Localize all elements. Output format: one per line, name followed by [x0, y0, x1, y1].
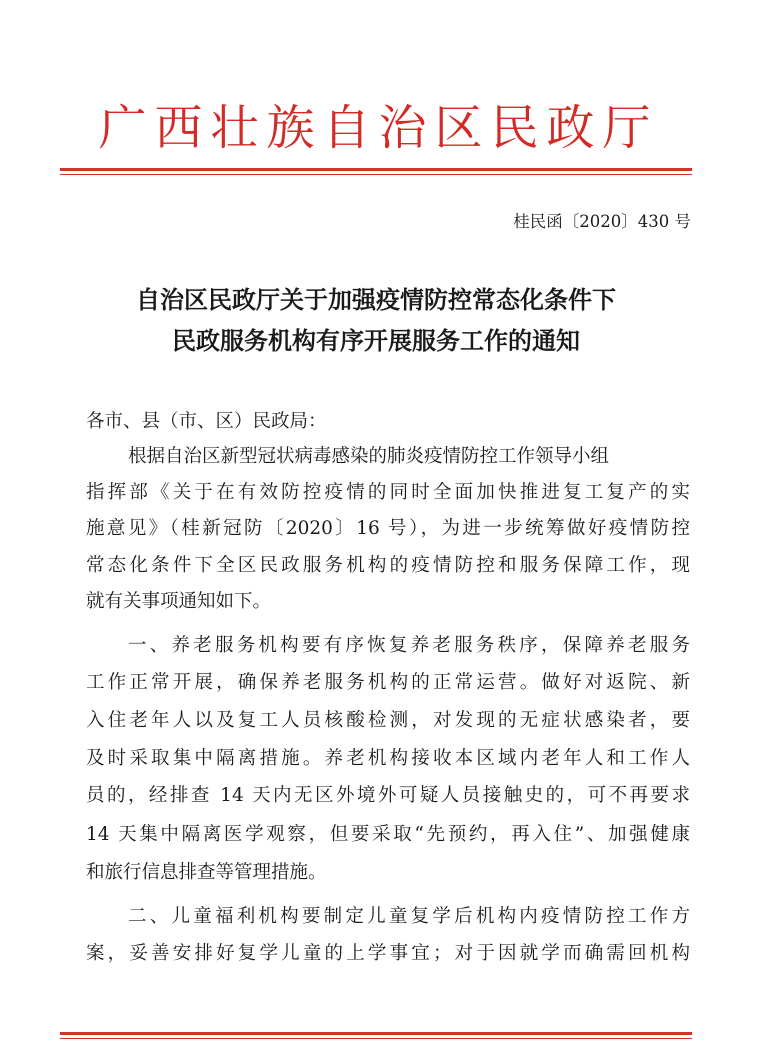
header-rule-thick — [60, 168, 692, 171]
paragraph-line: 指挥部《关于在有效防控疫情的同时全面加快推进复工复产的实 — [86, 482, 690, 503]
organization-title: 广西壮族自治区民政厅 — [98, 100, 659, 156]
paragraph-line: 二、儿童福利机构要制定儿童复学后机构内疫情防控工作方 — [128, 906, 690, 927]
paragraph-line: 员的，经排查 14 天内无区外境外可疑人员接触史的，可不再要求 — [86, 785, 690, 806]
paragraph-line: 及时采取集中隔离措施。养老机构接收本区域内老年人和工作人 — [86, 748, 690, 769]
header-rule-thin — [60, 174, 692, 175]
paragraph-line: 入住老年人以及复工人员核酸检测，对发现的无症状感染者，要 — [86, 710, 690, 731]
paragraph-line: 工作正常开展，确保养老服务机构的正常运营。做好对返院、新 — [86, 672, 690, 693]
salutation: 各市、县（市、区）民政局： — [86, 411, 327, 432]
paragraph-line: 和旅行信息排查等管理措施。 — [86, 862, 327, 883]
footer-rule-thick — [60, 1032, 692, 1035]
paragraph-line: 施意见》（桂新冠防〔2020〕16 号），为进一步统筹做好疫情防控 — [86, 518, 690, 539]
paragraph-line: 常态化条件下全区民政服务机构的疫情防控和服务保障工作，现 — [86, 555, 690, 576]
document-title-line-2: 民政服务机构有序开展服务工作的通知 — [172, 327, 580, 355]
footer-rule-thin — [60, 1038, 692, 1039]
document-number: 桂民函〔2020〕430 号 — [513, 212, 691, 231]
paragraph-line: 就有关事项通知如下。 — [86, 591, 272, 612]
paragraph-line: 根据自治区新型冠状病毒感染的肺炎疫情防控工作领导小组 — [128, 446, 610, 467]
document-title-line-1: 自治区民政厅关于加强疫情防控常态化条件下 — [136, 286, 616, 314]
paragraph-line: 一、养老服务机构要有序恢复养老服务秩序，保障养老服务 — [128, 635, 690, 656]
paragraph-line: 14 天集中隔离医学观察，但要采取“先预约，再入住”、加强健康 — [86, 824, 690, 845]
paragraph-line: 案，妥善安排好复学儿童的上学事宜；对于因就学而确需回机构 — [86, 943, 690, 964]
